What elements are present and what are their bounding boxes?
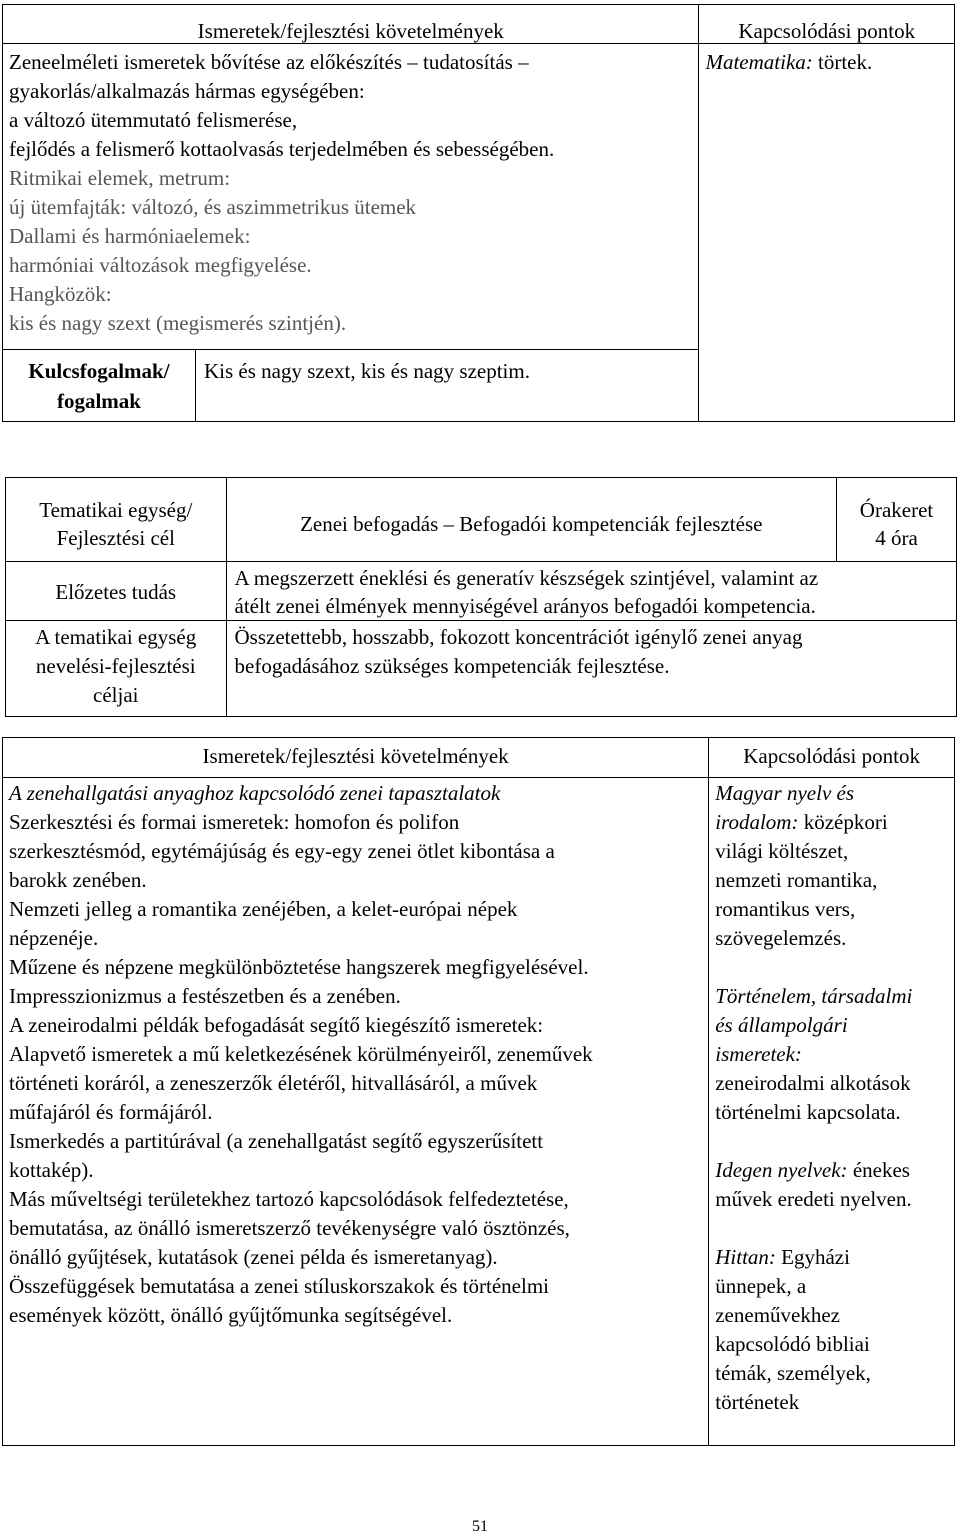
table-theme [5, 477, 957, 717]
table3-italic-heading: A zenehallgatási anyaghoz kapcsolódó zenei tapasztalatok [9, 781, 501, 805]
table3-line: Más műveltségi területekhez tartozó kapcsolódások felfedeztetése, [9, 1187, 569, 1211]
hours-value: 4 óra [875, 526, 918, 550]
table3-line: bemutatása, az önálló ismeretszerző tevékenységre való ösztönzés, [9, 1216, 570, 1240]
table1-requirements [3, 44, 699, 350]
math-label: Matematika: [705, 50, 813, 74]
table3-line: események között, önálló gyűjtőmunka segítségével. [9, 1303, 453, 1327]
theme-label: Tematikai egység/ Fejlesztési cél [6, 478, 227, 562]
theme-title: Zenei befogadás – Befogadói kompetenciák fejlesztése [226, 478, 837, 562]
hours-label: Órakeret [859, 498, 934, 522]
table3-line: barokk zenében. [9, 868, 147, 892]
table1-header-left: Ismeretek/fejlesztési követelmények [3, 5, 699, 44]
table3-line: kottakép). [9, 1158, 94, 1182]
table1-connections [699, 44, 955, 422]
conn-idegen: Idegen nyelvek: énekes művek eredeti nyelven. [715, 1158, 912, 1211]
table1-line: a változó ütemmutató felismerése, [9, 108, 298, 132]
table1-line: kis és nagy szext (megismerés szintjén). [9, 311, 347, 335]
prior-knowledge-label: Előzetes tudás [6, 562, 227, 621]
table3-line: Szerkesztési és formai ismeretek: homofon és polifon [9, 810, 460, 834]
table1-header-right: Kapcsolódási pontok [699, 5, 955, 44]
table1-line: Hangközök: [9, 282, 112, 306]
table3-line: önálló gyűjtések, kutatások (zenei példa és ismeretanyag). [9, 1245, 498, 1269]
table3-line: Alapvető ismeretek a mű keletkezésének körülményeiről, zeneművek [9, 1042, 593, 1066]
table3-line: történeti koráról, a zeneszerzők életéről, hitvallásáról, a művek [9, 1071, 538, 1095]
table3-header-left: Ismeretek/fejlesztési követelmények [3, 738, 709, 778]
table3-line: Ismerkedés a partitúrával (a zenehallgatást segítő egyszerűsített [9, 1129, 544, 1153]
table3-line: A zeneirodalmi példák befogadását segítő kiegészítő ismeretek: [9, 1013, 544, 1037]
table1-line: Dallami és harmóniaelemek: [9, 224, 251, 248]
table1-line: Ritmikai elemek, metrum: [9, 166, 231, 190]
page-number: 51 [472, 1518, 488, 1535]
table1-line: gyakorlás/alkalmazás hármas egységében: [9, 79, 365, 103]
table3-requirements [3, 778, 709, 1446]
table3-line: Impresszionizmus a festészetben és a zenében. [9, 984, 401, 1008]
math-text: törtek. [812, 50, 873, 74]
table3-line: szerkesztésmód, egytémájúság és egy-egy zenei ötlet kibontása a [9, 839, 555, 863]
table1-line: Zeneelméleti ismeretek bővítése az előkészítés – tudatosítás – [9, 50, 529, 74]
key-concepts-label: Kulcsfogalmak/ fogalmak [3, 350, 196, 422]
table3-line: Összefüggések bemutatása a zenei stíluskorszakok és történelmi [9, 1274, 549, 1298]
table3-header-right: Kapcsolódási pontok [709, 738, 955, 778]
key-concepts-value: Kis és nagy szext, kis és nagy szeptim. [195, 350, 699, 422]
conn-tortenelem: Történelem, társadalmi és állampolgári ismeretek: zeneirodalmi alkotások történelmi kapcsolata. [715, 984, 913, 1124]
conn-hittan: Hittan: Egyházi ünnepek, a zeneművekhez kapcsolódó bibliai témák, személyek, történetek [715, 1245, 871, 1414]
table3-line: Műzene és népzene megkülönböztetése hangszerek megfigyelésével. [9, 955, 589, 979]
goals-label: A tematikai egység nevelési-fejlesztési céljai [6, 621, 227, 717]
table3-line: Nemzeti jelleg a romantika zenéjében, a kelet-európai népek [9, 897, 518, 921]
hours-box [837, 478, 957, 562]
table1-line: harmóniai változások megfigyelése. [9, 253, 312, 277]
goals-text: Összetettebb, hosszabb, fokozott koncentrációt igénylő zenei anyag befogadásához szükséges kompetenciák fejlesztése. [226, 621, 956, 717]
table3-connections [709, 778, 955, 1446]
table1-line: új ütemfajták: változó, és aszimmetrikus ütemek [9, 195, 417, 219]
table3-line: műfajáról és formájáról. [9, 1100, 213, 1124]
conn-magyar: Magyar nyelv és irodalom: középkori világi költészet, nemzeti romantika, romantikus vers, szövegelemzés. [715, 781, 888, 950]
table-knowledge-1 [2, 4, 955, 422]
table3-line: népzenéje. [9, 926, 99, 950]
table-knowledge-2 [2, 737, 955, 1446]
prior-knowledge-text: A megszerzett éneklési és generatív készségek szintjével, valamint az átélt zenei élmények mennyiségével arányos befogadói kompetencia. [226, 562, 956, 621]
table1-line: fejlődés a felismerő kottaolvasás terjedelmében és sebességében. [9, 137, 555, 161]
